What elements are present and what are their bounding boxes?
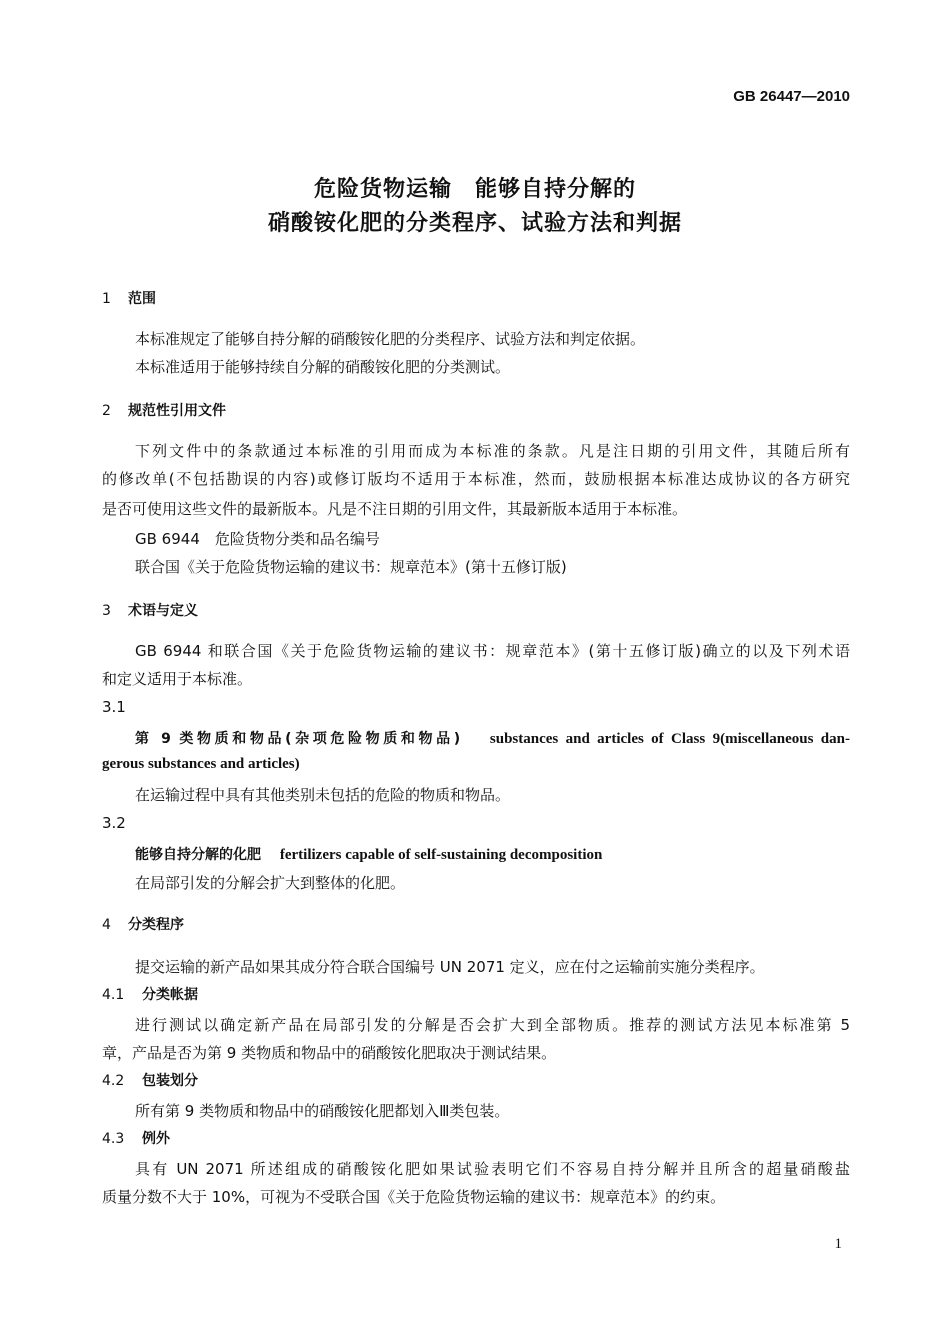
- section-title: 范围: [128, 291, 156, 307]
- term-3-1-definition: 在运输过程中具有其他类别未包括的危险的物质和物品。: [135, 786, 511, 804]
- section-4-1-heading: [102, 984, 198, 1004]
- section-4-3-heading: [102, 1128, 170, 1148]
- reference-gb6944: GB 6944 危险货物分类和品名编号: [135, 530, 380, 548]
- section-title: 分类帐据: [142, 987, 198, 1003]
- section-4-2-paragraph: 所有第 9 类物质和物品中的硝酸铵化肥都划入Ⅲ类包装。: [135, 1102, 510, 1120]
- section-title: 分类程序: [128, 917, 184, 933]
- section-title: 包装划分: [142, 1073, 198, 1089]
- document-title-line-2: 硝酸铵化肥的分类程序、试验方法和判据: [267, 211, 682, 236]
- term-3-2-english: fertilizers capable of self-sustaining decomposition: [279, 847, 603, 863]
- section-2-line-2: 的修改单(不包括勘误的内容)或修订版均不适用于本标准，然而，鼓励根据本标准达成协议的各方研究: [102, 470, 850, 488]
- term-3-2-heading: [135, 844, 602, 864]
- section-number: 1: [102, 291, 111, 307]
- section-3-line-1: GB 6944 和联合国《关于危险货物运输的建议书：规章范本》(第十五修订版)确立的以及下列术语: [135, 642, 850, 660]
- section-title: 术语与定义: [128, 603, 198, 619]
- section-4-1-line-1: 进行测试以确定新产品在局部引发的分解是否会扩大到全部物质。推荐的测试方法见本标准第 5: [135, 1016, 850, 1034]
- section-2-heading: [102, 400, 226, 420]
- section-2-line-3: 是否可使用这些文件的最新版本。凡是不注日期的引用文件，其最新版本适用于本标准。: [102, 500, 688, 518]
- term-3-1-number: 3.1: [102, 698, 126, 716]
- document-title-line-1: 危险货物运输 能够自持分解的: [313, 177, 636, 202]
- section-1-paragraph-1: 本标准规定了能够自持分解的硝酸铵化肥的分类程序、试验方法和判定依据。: [135, 330, 646, 348]
- section-4-3-line-2: 质量分数不大于 10%，可视为不受联合国《关于危险货物运输的建议书：规章范本》的约束。: [102, 1188, 726, 1206]
- section-2-line-1: 下列文件中的条款通过本标准的引用而成为本标准的条款。凡是注日期的引用文件，其随后所有: [135, 442, 850, 460]
- section-number: 4: [102, 917, 111, 933]
- section-number: 2: [102, 403, 111, 419]
- term-3-1-chinese: 第 9 类物质和物品(杂项危险物质和物品): [135, 731, 461, 747]
- section-number: 3: [102, 603, 111, 619]
- section-4-2-heading: [102, 1070, 198, 1090]
- section-title: 例外: [142, 1131, 170, 1147]
- section-4-paragraph: 提交运输的新产品如果其成分符合联合国编号 UN 2071 定义，应在付之运输前实施分类程序。: [135, 958, 765, 976]
- term-3-2-chinese: 能够自持分解的化肥: [135, 847, 261, 863]
- section-1-paragraph-2: 本标准适用于能够持续自分解的硝酸铵化肥的分类测试。: [135, 358, 511, 376]
- section-number: 4.2: [102, 1073, 125, 1089]
- section-4-1-line-2: 章，产品是否为第 9 类物质和物品中的硝酸铵化肥取决于测试结果。: [102, 1044, 557, 1062]
- standard-code: GB 26447—2010: [733, 88, 850, 105]
- reference-un-model-regulations: 联合国《关于危险货物运输的建议书：规章范本》(第十五修订版): [135, 558, 567, 576]
- section-title: 规范性引用文件: [128, 403, 226, 419]
- page-number: 1: [834, 1236, 842, 1252]
- section-3-heading: [102, 600, 198, 620]
- section-4-heading: [102, 914, 184, 934]
- section-number: 4.1: [102, 987, 125, 1003]
- section-number: 4.3: [102, 1131, 125, 1147]
- section-3-line-2: 和定义适用于本标准。: [102, 670, 253, 688]
- term-3-1-english: substances and articles of Class 9(miscellaneous dan-: [489, 731, 850, 747]
- term-3-2-number: 3.2: [102, 814, 126, 832]
- term-3-1-heading: [135, 728, 850, 748]
- term-3-2-definition: 在局部引发的分解会扩大到整体的化肥。: [135, 874, 406, 892]
- term-3-1-english-continued: gerous substances and articles): [102, 756, 300, 772]
- section-4-3-line-1: 具有 UN 2071 所述组成的硝酸铵化肥如果试验表明它们不容易自持分解并且所含的超量硝酸盐: [135, 1160, 850, 1178]
- section-1-heading: [102, 288, 156, 308]
